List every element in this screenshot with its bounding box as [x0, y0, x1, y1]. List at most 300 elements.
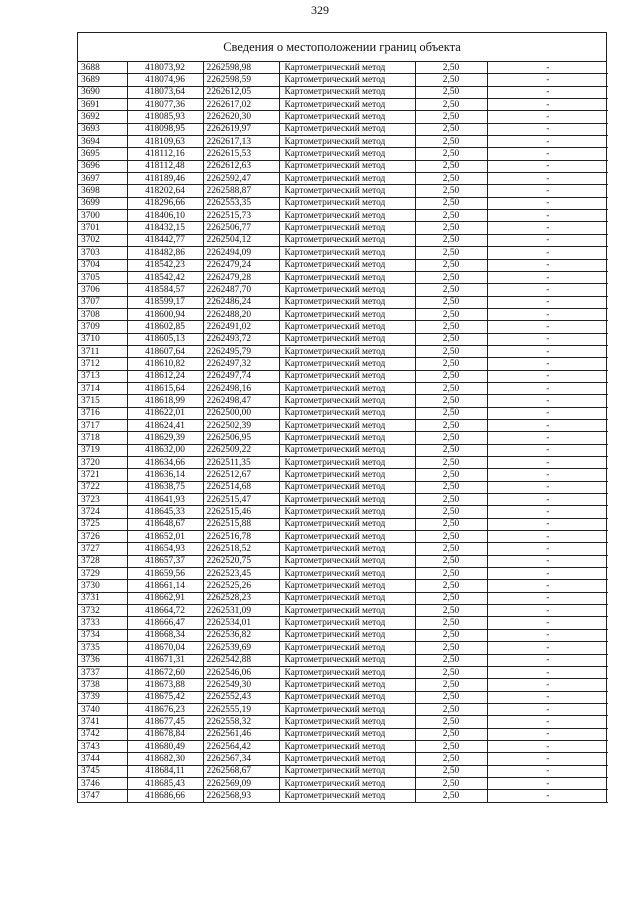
method-cell: Картометрический метод	[279, 271, 415, 283]
method-cell: Картометрический метод	[279, 543, 415, 555]
coordinate-y-cell: 2262552,43	[203, 691, 279, 703]
point-number-cell: 3689	[78, 74, 127, 86]
coordinate-y-cell: 2262588,87	[203, 185, 279, 197]
table-row	[78, 568, 608, 580]
accuracy-cell: 2,50	[415, 605, 487, 617]
table-title: Сведения о местоположении границ объекта	[78, 33, 606, 62]
point-number-cell: 3700	[78, 210, 127, 222]
note-cell: -	[487, 136, 608, 148]
table-row	[78, 691, 608, 703]
method-cell: Картометрический метод	[279, 419, 415, 431]
note-cell: -	[487, 74, 608, 86]
accuracy-cell: 2,50	[415, 136, 487, 148]
table-row	[78, 407, 608, 419]
table-row	[78, 321, 608, 333]
coordinate-x-cell: 418680,49	[127, 740, 203, 752]
method-cell: Картометрический метод	[279, 518, 415, 530]
coordinate-y-cell: 2262564,42	[203, 740, 279, 752]
coordinate-y-cell: 2262561,46	[203, 728, 279, 740]
method-cell: Картометрический метод	[279, 160, 415, 172]
accuracy-cell: 2,50	[415, 481, 487, 493]
table-row	[78, 271, 608, 283]
accuracy-cell: 2,50	[415, 234, 487, 246]
table-row	[78, 197, 608, 209]
coordinate-x-cell: 418638,75	[127, 481, 203, 493]
accuracy-cell: 2,50	[415, 666, 487, 678]
method-cell: Картометрический метод	[279, 86, 415, 98]
point-number-cell: 3718	[78, 432, 127, 444]
point-number-cell: 3688	[78, 62, 127, 74]
point-number-cell: 3744	[78, 753, 127, 765]
note-cell: -	[487, 370, 608, 382]
note-cell: -	[487, 123, 608, 135]
note-cell: -	[487, 358, 608, 370]
point-number-cell: 3693	[78, 123, 127, 135]
method-cell: Картометрический метод	[279, 568, 415, 580]
coordinate-x-cell: 418296,66	[127, 197, 203, 209]
note-cell: -	[487, 308, 608, 320]
table-row	[78, 543, 608, 555]
table-row	[78, 777, 608, 789]
table-row	[78, 333, 608, 345]
coordinate-x-cell: 418624,41	[127, 419, 203, 431]
table-row	[78, 160, 608, 172]
accuracy-cell: 2,50	[415, 296, 487, 308]
method-cell: Картометрический метод	[279, 407, 415, 419]
coordinate-y-cell: 2262511,35	[203, 457, 279, 469]
coordinate-x-cell: 418584,57	[127, 284, 203, 296]
coordinate-x-cell: 418189,46	[127, 173, 203, 185]
accuracy-cell: 2,50	[415, 506, 487, 518]
coordinate-x-cell: 418672,60	[127, 666, 203, 678]
table-row	[78, 247, 608, 259]
accuracy-cell: 2,50	[415, 531, 487, 543]
table-body	[78, 62, 608, 802]
table-row	[78, 481, 608, 493]
note-cell: -	[487, 703, 608, 715]
method-cell: Картометрический метод	[279, 370, 415, 382]
coordinate-x-cell: 418600,94	[127, 308, 203, 320]
note-cell: -	[487, 457, 608, 469]
accuracy-cell: 2,50	[415, 469, 487, 481]
point-number-cell: 3730	[78, 580, 127, 592]
table-row	[78, 629, 608, 641]
point-number-cell: 3738	[78, 679, 127, 691]
coordinate-x-cell: 418599,17	[127, 296, 203, 308]
coordinate-x-cell: 418406,10	[127, 210, 203, 222]
note-cell: -	[487, 679, 608, 691]
note-cell: -	[487, 753, 608, 765]
note-cell: -	[487, 99, 608, 111]
coordinate-x-cell: 418670,04	[127, 642, 203, 654]
coordinate-y-cell: 2262531,09	[203, 605, 279, 617]
coordinate-x-cell: 418618,99	[127, 395, 203, 407]
accuracy-cell: 2,50	[415, 740, 487, 752]
note-cell: -	[487, 419, 608, 431]
note-cell: -	[487, 86, 608, 98]
method-cell: Картометрический метод	[279, 74, 415, 86]
accuracy-cell: 2,50	[415, 790, 487, 802]
table-row	[78, 469, 608, 481]
method-cell: Картометрический метод	[279, 358, 415, 370]
method-cell: Картометрический метод	[279, 62, 415, 74]
coordinate-y-cell: 2262491,02	[203, 321, 279, 333]
coordinate-x-cell: 418645,33	[127, 506, 203, 518]
table-row	[78, 358, 608, 370]
table-row	[78, 370, 608, 382]
accuracy-cell: 2,50	[415, 432, 487, 444]
accuracy-cell: 2,50	[415, 543, 487, 555]
table-row	[78, 99, 608, 111]
coordinate-y-cell: 2262615,53	[203, 148, 279, 160]
accuracy-cell: 2,50	[415, 592, 487, 604]
coordinate-x-cell: 418482,86	[127, 247, 203, 259]
table-row	[78, 716, 608, 728]
coordinate-x-cell: 418676,23	[127, 703, 203, 715]
method-cell: Картометрический метод	[279, 481, 415, 493]
coordinate-y-cell: 2262509,22	[203, 444, 279, 456]
note-cell: -	[487, 382, 608, 394]
coordinate-x-cell: 418542,23	[127, 259, 203, 271]
point-number-cell: 3742	[78, 728, 127, 740]
table-row	[78, 555, 608, 567]
method-cell: Картометрический метод	[279, 247, 415, 259]
table-row	[78, 740, 608, 752]
coordinate-y-cell: 2262487,70	[203, 284, 279, 296]
table-row	[78, 432, 608, 444]
table-row	[78, 284, 608, 296]
note-cell: -	[487, 654, 608, 666]
accuracy-cell: 2,50	[415, 629, 487, 641]
coordinate-y-cell: 2262534,01	[203, 617, 279, 629]
table-row	[78, 345, 608, 357]
coordinate-y-cell: 2262493,72	[203, 333, 279, 345]
coordinate-x-cell: 418112,16	[127, 148, 203, 160]
method-cell: Картометрический метод	[279, 469, 415, 481]
accuracy-cell: 2,50	[415, 333, 487, 345]
point-number-cell: 3692	[78, 111, 127, 123]
coordinate-x-cell: 418682,30	[127, 753, 203, 765]
coordinate-x-cell: 418671,31	[127, 654, 203, 666]
accuracy-cell: 2,50	[415, 185, 487, 197]
accuracy-cell: 2,50	[415, 308, 487, 320]
note-cell: -	[487, 185, 608, 197]
coordinate-y-cell: 2262612,05	[203, 86, 279, 98]
note-cell: -	[487, 111, 608, 123]
note-cell: -	[487, 518, 608, 530]
coordinate-y-cell: 2262567,34	[203, 753, 279, 765]
table-row	[78, 753, 608, 765]
point-number-cell: 3717	[78, 419, 127, 431]
boundary-table-sheet	[77, 32, 607, 803]
accuracy-cell: 2,50	[415, 617, 487, 629]
point-number-cell: 3706	[78, 284, 127, 296]
table-row	[78, 518, 608, 530]
point-number-cell: 3713	[78, 370, 127, 382]
point-number-cell: 3690	[78, 86, 127, 98]
point-number-cell: 3697	[78, 173, 127, 185]
note-cell: -	[487, 432, 608, 444]
note-cell: -	[487, 716, 608, 728]
method-cell: Картометрический метод	[279, 99, 415, 111]
coordinate-x-cell: 418636,14	[127, 469, 203, 481]
note-cell: -	[487, 580, 608, 592]
method-cell: Картометрический метод	[279, 740, 415, 752]
point-number-cell: 3719	[78, 444, 127, 456]
table-row	[78, 62, 608, 74]
point-number-cell: 3731	[78, 592, 127, 604]
accuracy-cell: 2,50	[415, 777, 487, 789]
point-number-cell: 3721	[78, 469, 127, 481]
accuracy-cell: 2,50	[415, 753, 487, 765]
accuracy-cell: 2,50	[415, 728, 487, 740]
coordinate-x-cell: 418622,01	[127, 407, 203, 419]
coordinate-y-cell: 2262488,20	[203, 308, 279, 320]
coordinate-x-cell: 418662,91	[127, 592, 203, 604]
accuracy-cell: 2,50	[415, 419, 487, 431]
coordinate-y-cell: 2262592,47	[203, 173, 279, 185]
note-cell: -	[487, 271, 608, 283]
page-number: 329	[311, 3, 329, 17]
coordinate-x-cell: 418202,64	[127, 185, 203, 197]
point-number-cell: 3698	[78, 185, 127, 197]
coordinate-y-cell: 2262542,88	[203, 654, 279, 666]
coordinate-x-cell: 418675,42	[127, 691, 203, 703]
accuracy-cell: 2,50	[415, 444, 487, 456]
point-number-cell: 3727	[78, 543, 127, 555]
coordinate-y-cell: 2262498,47	[203, 395, 279, 407]
method-cell: Картометрический метод	[279, 173, 415, 185]
point-number-cell: 3702	[78, 234, 127, 246]
coordinate-x-cell: 418077,36	[127, 99, 203, 111]
table-row	[78, 111, 608, 123]
method-cell: Картометрический метод	[279, 790, 415, 802]
accuracy-cell: 2,50	[415, 679, 487, 691]
table-row	[78, 654, 608, 666]
note-cell: -	[487, 444, 608, 456]
method-cell: Картометрический метод	[279, 506, 415, 518]
method-cell: Картометрический метод	[279, 457, 415, 469]
note-cell: -	[487, 469, 608, 481]
note-cell: -	[487, 284, 608, 296]
coordinate-x-cell: 418612,24	[127, 370, 203, 382]
method-cell: Картометрический метод	[279, 617, 415, 629]
method-cell: Картометрический метод	[279, 111, 415, 123]
coordinate-y-cell: 2262536,82	[203, 629, 279, 641]
point-number-cell: 3729	[78, 568, 127, 580]
method-cell: Картометрический метод	[279, 580, 415, 592]
coordinate-x-cell: 418673,88	[127, 679, 203, 691]
note-cell: -	[487, 629, 608, 641]
method-cell: Картометрический метод	[279, 333, 415, 345]
note-cell: -	[487, 210, 608, 222]
coordinate-y-cell: 2262504,12	[203, 234, 279, 246]
note-cell: -	[487, 666, 608, 678]
note-cell: -	[487, 617, 608, 629]
point-number-cell: 3711	[78, 345, 127, 357]
coordinate-y-cell: 2262569,09	[203, 777, 279, 789]
note-cell: -	[487, 481, 608, 493]
coordinate-y-cell: 2262617,02	[203, 99, 279, 111]
table-row	[78, 185, 608, 197]
table-row	[78, 296, 608, 308]
accuracy-cell: 2,50	[415, 691, 487, 703]
point-number-cell: 3701	[78, 222, 127, 234]
point-number-cell: 3722	[78, 481, 127, 493]
note-cell: -	[487, 568, 608, 580]
table-row	[78, 728, 608, 740]
note-cell: -	[487, 691, 608, 703]
coordinate-y-cell: 2262515,73	[203, 210, 279, 222]
accuracy-cell: 2,50	[415, 642, 487, 654]
note-cell: -	[487, 765, 608, 777]
point-number-cell: 3707	[78, 296, 127, 308]
point-number-cell: 3723	[78, 494, 127, 506]
table-row	[78, 642, 608, 654]
accuracy-cell: 2,50	[415, 382, 487, 394]
coordinate-x-cell: 418610,82	[127, 358, 203, 370]
point-number-cell: 3708	[78, 308, 127, 320]
accuracy-cell: 2,50	[415, 173, 487, 185]
coordinate-x-cell: 418634,66	[127, 457, 203, 469]
note-cell: -	[487, 790, 608, 802]
accuracy-cell: 2,50	[415, 321, 487, 333]
table-row	[78, 605, 608, 617]
method-cell: Картометрический метод	[279, 444, 415, 456]
table-row	[78, 382, 608, 394]
coordinate-y-cell: 2262617,13	[203, 136, 279, 148]
point-number-cell: 3710	[78, 333, 127, 345]
point-number-cell: 3745	[78, 765, 127, 777]
coordinate-x-cell: 418615,64	[127, 382, 203, 394]
table-row	[78, 703, 608, 715]
coordinate-y-cell: 2262619,97	[203, 123, 279, 135]
accuracy-cell: 2,50	[415, 259, 487, 271]
method-cell: Картометрический метод	[279, 666, 415, 678]
method-cell: Картометрический метод	[279, 753, 415, 765]
table-row	[78, 259, 608, 271]
coordinate-y-cell: 2262500,00	[203, 407, 279, 419]
method-cell: Картометрический метод	[279, 259, 415, 271]
table-row	[78, 790, 608, 802]
accuracy-cell: 2,50	[415, 395, 487, 407]
note-cell: -	[487, 259, 608, 271]
coordinate-y-cell: 2262549,30	[203, 679, 279, 691]
point-number-cell: 3694	[78, 136, 127, 148]
point-number-cell: 3725	[78, 518, 127, 530]
coordinate-y-cell: 2262479,28	[203, 271, 279, 283]
table-row	[78, 86, 608, 98]
accuracy-cell: 2,50	[415, 568, 487, 580]
coordinate-x-cell: 418659,56	[127, 568, 203, 580]
coordinate-y-cell: 2262515,47	[203, 494, 279, 506]
note-cell: -	[487, 407, 608, 419]
method-cell: Картометрический метод	[279, 728, 415, 740]
point-number-cell: 3743	[78, 740, 127, 752]
coordinate-x-cell: 418432,15	[127, 222, 203, 234]
coordinate-x-cell: 418657,37	[127, 555, 203, 567]
coordinate-y-cell: 2262497,74	[203, 370, 279, 382]
method-cell: Картометрический метод	[279, 284, 415, 296]
point-number-cell: 3705	[78, 271, 127, 283]
coordinate-x-cell: 418686,66	[127, 790, 203, 802]
note-cell: -	[487, 740, 608, 752]
accuracy-cell: 2,50	[415, 210, 487, 222]
method-cell: Картометрический метод	[279, 148, 415, 160]
accuracy-cell: 2,50	[415, 247, 487, 259]
accuracy-cell: 2,50	[415, 111, 487, 123]
method-cell: Картометрический метод	[279, 321, 415, 333]
coordinate-y-cell: 2262568,93	[203, 790, 279, 802]
coordinate-x-cell: 418605,13	[127, 333, 203, 345]
coordinate-x-cell: 418629,39	[127, 432, 203, 444]
accuracy-cell: 2,50	[415, 86, 487, 98]
accuracy-cell: 2,50	[415, 457, 487, 469]
table-row	[78, 580, 608, 592]
table-row	[78, 444, 608, 456]
coordinate-x-cell: 418109,63	[127, 136, 203, 148]
point-number-cell: 3715	[78, 395, 127, 407]
point-number-cell: 3724	[78, 506, 127, 518]
method-cell: Картометрический метод	[279, 296, 415, 308]
accuracy-cell: 2,50	[415, 271, 487, 283]
coordinate-y-cell: 2262568,67	[203, 765, 279, 777]
point-number-cell: 3737	[78, 666, 127, 678]
coordinate-y-cell: 2262497,32	[203, 358, 279, 370]
table-row	[78, 123, 608, 135]
method-cell: Картометрический метод	[279, 197, 415, 209]
note-cell: -	[487, 321, 608, 333]
point-number-cell: 3714	[78, 382, 127, 394]
coordinate-x-cell: 418442,77	[127, 234, 203, 246]
note-cell: -	[487, 777, 608, 789]
method-cell: Картометрический метод	[279, 136, 415, 148]
point-number-cell: 3709	[78, 321, 127, 333]
table-row	[78, 765, 608, 777]
point-number-cell: 3741	[78, 716, 127, 728]
table-row	[78, 210, 608, 222]
point-number-cell: 3699	[78, 197, 127, 209]
note-cell: -	[487, 531, 608, 543]
accuracy-cell: 2,50	[415, 148, 487, 160]
accuracy-cell: 2,50	[415, 358, 487, 370]
accuracy-cell: 2,50	[415, 580, 487, 592]
coordinate-y-cell: 2262553,35	[203, 197, 279, 209]
table-row	[78, 74, 608, 86]
method-cell: Картометрический метод	[279, 691, 415, 703]
table-row	[78, 136, 608, 148]
coordinate-x-cell: 418112,48	[127, 160, 203, 172]
coordinate-y-cell: 2262486,24	[203, 296, 279, 308]
note-cell: -	[487, 234, 608, 246]
coordinate-y-cell: 2262494,09	[203, 247, 279, 259]
accuracy-cell: 2,50	[415, 284, 487, 296]
method-cell: Картометрический метод	[279, 654, 415, 666]
point-number-cell: 3733	[78, 617, 127, 629]
method-cell: Картометрический метод	[279, 432, 415, 444]
coordinate-y-cell: 2262516,78	[203, 531, 279, 543]
accuracy-cell: 2,50	[415, 370, 487, 382]
method-cell: Картометрический метод	[279, 345, 415, 357]
coordinates-table	[78, 62, 608, 803]
coordinate-x-cell: 418073,64	[127, 86, 203, 98]
point-number-cell: 3734	[78, 629, 127, 641]
point-number-cell: 3728	[78, 555, 127, 567]
table-row	[78, 506, 608, 518]
coordinate-x-cell: 418648,67	[127, 518, 203, 530]
point-number-cell: 3732	[78, 605, 127, 617]
coordinate-x-cell: 418654,93	[127, 543, 203, 555]
